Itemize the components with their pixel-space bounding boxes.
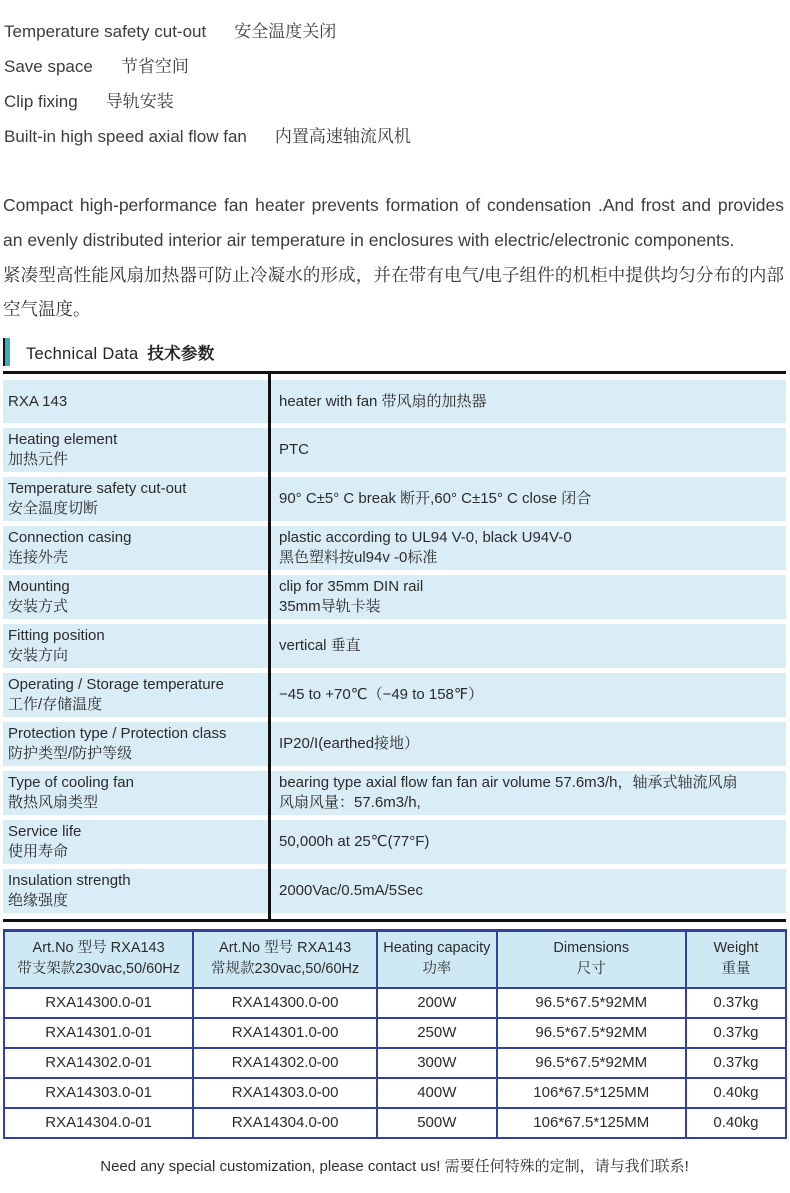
tech-row-insulation-strength [3,869,786,913]
ordering-table-row [4,1108,786,1138]
cell-artno-bracket: RXA14302.0-01 [4,1048,193,1078]
tech-label-zh: 使用寿命 [8,843,69,860]
teal-accent-bar [3,338,10,366]
description-chinese: 紧凑型高性能风扇加热器可防止冷凝水的形成，并在带有电气/电子组件的机柜中提供均匀分布的内部空气温度。 [3,265,784,319]
cell-dimensions: 106*67.5*125MM [497,1108,686,1138]
feature-item [4,14,786,49]
header-line1: Heating capacity [383,940,491,957]
tech-value-line: 2000Vac/0.5mA/5Sec [279,882,423,899]
tech-label-zh: 工作/存储温度 [8,696,103,713]
cell-artno-standard: RXA14300.0-00 [193,988,377,1018]
tech-label-en: Service life [8,823,82,840]
feature-item [4,49,786,84]
tech-label-zh: 加热元件 [8,451,69,468]
tech-label-en: Protection type / Protection class [8,725,227,742]
description-english: Compact high-performance fan heater prevents formation of condensation .And frost and provides an evenly distributed interior air temperature in enclosures with electric/electronic components. [3,195,784,250]
tech-label-en: Fitting position [8,627,105,644]
tech-label-en: Temperature safety cut-out [8,480,187,497]
tech-label-zh: 安装方式 [8,598,69,615]
cell-artno-standard: RXA14304.0-00 [193,1108,377,1138]
feature-text-zh: 节省空间 [120,57,189,76]
header-line1: Art.No 型号 RXA143 [219,940,352,957]
tech-value-line: 50,000h at 25℃(77°F) [279,833,430,850]
cell-heating-capacity: 300W [377,1048,497,1078]
tech-value-line: IP20/I(earthed接地） [279,735,420,752]
tech-value-line: −45 to +70℃（−49 to 158℉） [279,686,484,703]
feature-item [4,84,786,119]
feature-text-en: Clip fixing [4,92,78,111]
ordering-table-row [4,1018,786,1048]
tech-value-line: heater with fan 带风扇的加热器 [279,392,487,410]
cell-artno-standard: RXA14302.0-00 [193,1048,377,1078]
cell-artno-bracket: RXA14301.0-01 [4,1018,193,1048]
cell-dimensions: 96.5*67.5*92MM [497,1048,686,1078]
header-weight [686,931,786,988]
cell-dimensions: 96.5*67.5*92MM [497,988,686,1018]
tech-label-zh: 绝缘强度 [8,892,69,909]
tech-value-line: 风扇风量：57.6m3/h, [279,794,421,811]
cell-heating-capacity: 250W [377,1018,497,1048]
technical-data-header [3,338,786,366]
ordering-table-row [4,1078,786,1108]
header-artno-bracket [4,931,193,988]
header-line2: 功率 [422,961,452,978]
cell-weight: 0.40kg [686,1108,786,1138]
tech-value-line: clip for 35mm DIN rail [279,578,424,595]
tech-row-service-life [3,820,786,864]
tech-label-en: Type of cooling fan [8,774,134,791]
feature-item [4,119,786,154]
header-dimensions [497,931,686,988]
header-artno-standard [193,931,377,988]
tech-row-safety-cutout [3,477,786,521]
cell-artno-standard: RXA14303.0-00 [193,1078,377,1108]
header-line2: 重量 [721,961,751,978]
feature-text-en: Built-in high speed axial flow fan [4,127,247,146]
technical-data-table [3,371,786,922]
cell-heating-capacity: 200W [377,988,497,1018]
tech-value-line: 90° C±5° C break 断开,60° C±15° C close 闭合 [279,490,592,507]
tech-row-connection-casing [3,526,786,570]
cell-weight: 0.37kg [686,1048,786,1078]
cell-artno-bracket: RXA14304.0-01 [4,1108,193,1138]
tech-row-mounting [3,575,786,619]
cell-heating-capacity: 500W [377,1108,497,1138]
cell-weight: 0.40kg [686,1078,786,1108]
feature-text-en: Save space [4,57,93,76]
ordering-table-row [4,988,786,1018]
tech-row-protection [3,722,786,766]
product-description [3,188,784,326]
tech-label-zh: 防护类型/防护等级 [8,745,133,762]
header-line1: Art.No 型号 RXA143 [32,940,165,957]
tech-row-model [3,380,786,423]
tech-label-zh: 安全温度切断 [8,500,99,517]
tech-label-zh: 连接外壳 [8,549,69,566]
tech-row-cooling-fan [3,771,786,815]
cell-dimensions: 96.5*67.5*92MM [497,1018,686,1048]
tech-label-zh: 安装方向 [8,647,69,664]
tech-row-heating-element [3,428,786,472]
table-column-divider [268,374,271,919]
tech-label-en: Operating / Storage temperature [8,676,224,693]
tech-value-line: 黑色塑料按ul94v -0标准 [279,549,438,566]
header-line1: Weight [713,940,759,957]
header-line1: Dimensions [553,940,630,957]
tech-row-fitting-position [3,624,786,668]
ordering-table-header-row [4,931,786,988]
tech-label-en: Heating element [8,431,118,448]
ordering-table [3,929,787,1139]
cell-dimensions: 106*67.5*125MM [497,1078,686,1108]
header-line2: 带支架款230vac,50/60Hz [17,961,181,978]
tech-label-zh: 散热风扇类型 [8,794,99,811]
cell-artno-bracket: RXA14303.0-01 [4,1078,193,1108]
feature-text-zh: 导轨安装 [105,92,174,111]
header-line2: 常规款230vac,50/60Hz [210,961,360,978]
tech-value-line: 35mm导轨卡装 [279,598,381,615]
ordering-table-row [4,1048,786,1078]
section-title-en: Technical Data [26,345,139,363]
feature-text-en: Temperature safety cut-out [4,22,207,41]
cell-weight: 0.37kg [686,988,786,1018]
feature-list [4,14,786,154]
tech-value-line: vertical 垂直 [279,637,361,654]
tech-label-en: RXA 143 [8,392,68,410]
feature-text-zh: 内置高速轴流风机 [274,127,411,146]
tech-value-line: plastic according to UL94 V-0, black U94V-0 [279,529,572,546]
feature-text-zh: 安全温度关闭 [234,22,337,41]
customization-note: Need any special customization, please contact us! 需要任何特殊的定制，请与我们联系! [100,1157,689,1175]
section-title [26,340,215,364]
tech-label-en: Connection casing [8,529,132,546]
cell-weight: 0.37kg [686,1018,786,1048]
header-heating-capacity [377,931,497,988]
tech-value-line: PTC [279,441,309,458]
tech-label-en: Insulation strength [8,872,131,889]
cell-artno-standard: RXA14301.0-00 [193,1018,377,1048]
tech-value-line: bearing type axial flow fan fan air volume 57.6m3/h，轴承式轴流风扇 [279,774,738,791]
header-line2: 尺寸 [576,961,606,978]
tech-label-en: Mounting [8,578,70,595]
cell-heating-capacity: 400W [377,1078,497,1108]
section-title-zh: 技术参数 [147,345,215,363]
tech-row-operating-temperature [3,673,786,717]
cell-artno-bracket: RXA14300.0-01 [4,988,193,1018]
